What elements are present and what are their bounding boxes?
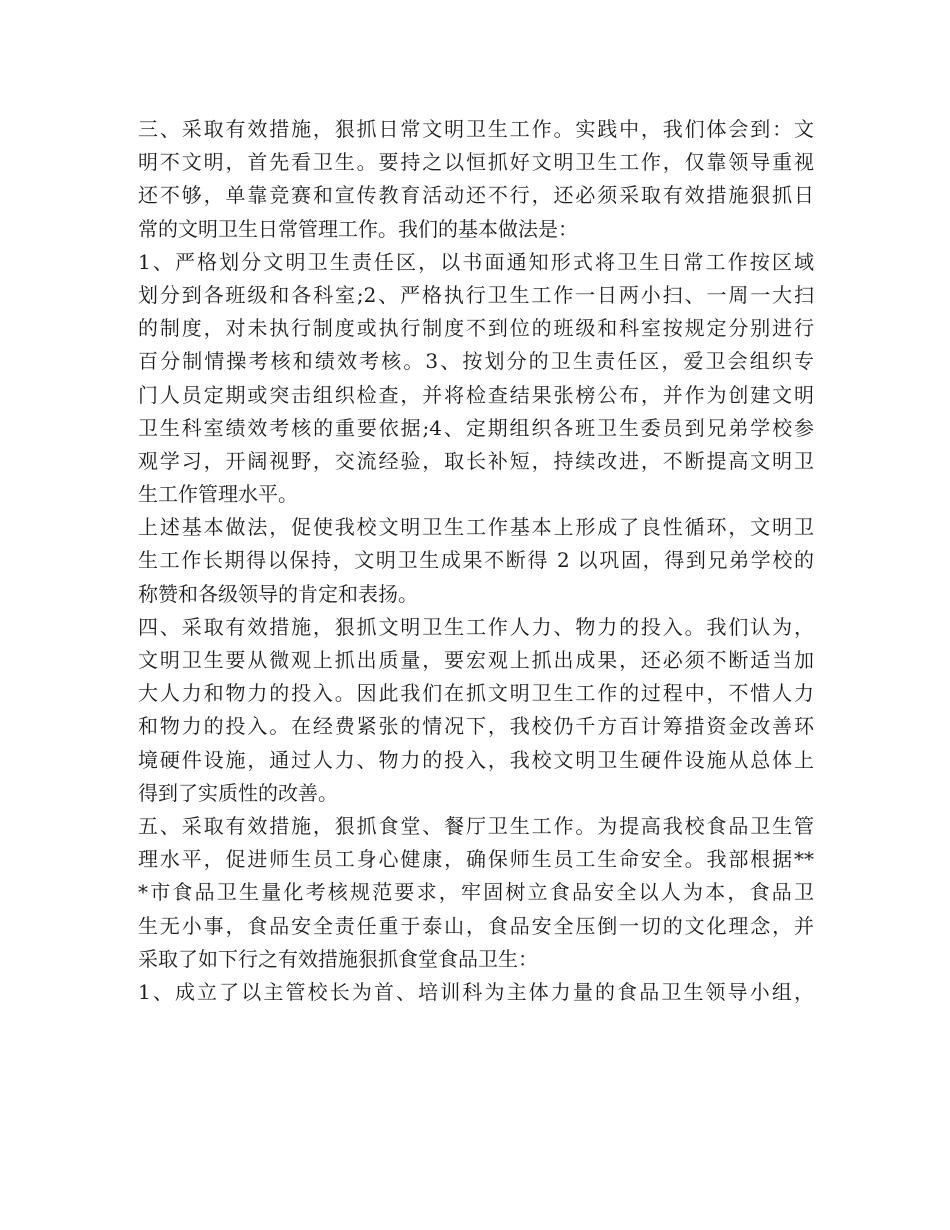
text-line: 得到了实质性的改善。 [138,780,338,805]
document-body [138,113,814,1009]
text-line: 的制度，对未执行制度或执行制度不到位的班级和科室按规定分别进行 [138,316,814,341]
text-line: 生工作长期得以保持，文明卫生成果不断得 2 以巩固，得到兄弟学校的 [138,548,814,573]
text-line: 生无小事，食品安全责任重于泰山，食品安全压倒一切的文化理念，并 [138,913,814,938]
text-line: 采取了如下行之有效措施狠抓食堂食品卫生： [138,946,538,971]
text-line: 门人员定期或突击组织检查，并将检查结果张榜公布，并作为创建文明 [138,382,814,407]
text-line: 上述基本做法，促使我校文明卫生工作基本上形成了良性循环，文明卫 [138,515,814,540]
text-line: 文明卫生要从微观上抓出质量，要宏观上抓出成果，还必须不断适当加 [138,648,814,672]
text-line: 还不够，单靠竞赛和宣传教育活动还不行，还必须采取有效措施狠抓日 [138,183,814,208]
text-line: 百分制情操考核和绩效考核。3、按划分的卫生责任区，爱卫会组织专 [138,349,814,374]
text-line: 观学习，开阔视野，交流经验，取长补短，持续改进，不断提高文明卫 [138,448,814,473]
text-line: 卫生科室绩效考核的重要依据;4、定期组织各班卫生委员到兄弟学校参 [138,415,814,440]
text-line: 境硬件设施，通过人力、物力的投入，我校文明卫生硬件设施从总体上 [138,747,814,772]
text-line: 1、成立了以主管校长为首、培训科为主体力量的食品卫生领导小组， [138,979,814,1004]
text-line: 生工作管理水平。 [138,482,298,507]
text-line: 三、采取有效措施，狠抓日常文明卫生工作。实践中，我们体会到：文 [138,117,814,141]
text-line: 称赞和各级领导的肯定和表扬。 [138,581,418,606]
text-line: 划分到各班级和各科室;2、严格执行卫生工作一日两小扫、一周一大扫 [138,282,814,307]
text-line: 常的文明卫生日常管理工作。我们的基本做法是： [138,216,578,241]
text-line: 1、严格划分文明卫生责任区，以书面通知形式将卫生日常工作按区域 [138,249,814,274]
text-line: 明不文明，首先看卫生。要持之以恒抓好文明卫生工作，仅靠领导重视 [138,150,814,175]
text-line: *市食品卫生量化考核规范要求，牢固树立食品安全以人为本，食品卫 [138,880,814,905]
text-line: 大人力和物力的投入。因此我们在抓文明卫生工作的过程中，不惜人力 [138,681,814,706]
text-line: 和物力的投入。在经费紧张的情况下，我校仍千方百计筹措资金改善环 [138,714,814,739]
text-line: 五、采取有效措施，狠抓食堂、餐厅卫生工作。为提高我校食品卫生管 [138,813,814,838]
text-line: 四、采取有效措施，狠抓文明卫生工作人力、物力的投入。我们认为， [138,614,814,639]
text-line: 理水平，促进师生员工身心健康，确保师生员工生命安全。我部根据** [138,847,814,872]
